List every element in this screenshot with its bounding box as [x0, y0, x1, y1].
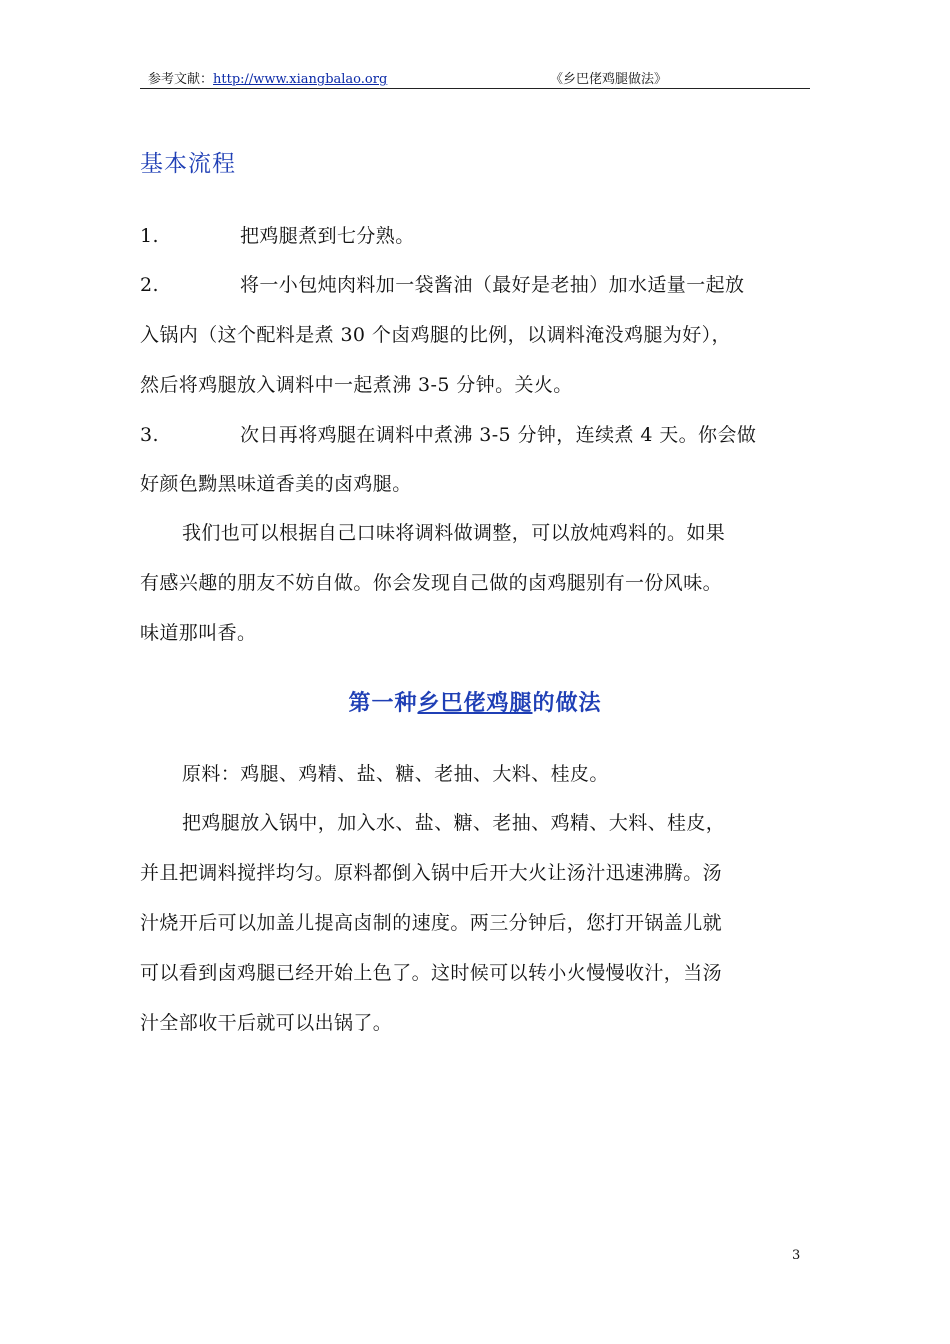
page-number: 3 [792, 1248, 801, 1263]
reference-label: 参考文献： [148, 72, 214, 87]
method-line-2: 并且把调料搅拌均匀。原料都倒入锅中后开大火让汤汁迅速沸腾。汤 [140, 862, 723, 884]
step-2-line-3: 然后将鸡腿放入调料中一起煮沸 3-5 分钟。关火。 [140, 374, 573, 396]
step-1 [140, 221, 820, 248]
step-number: 1. [140, 225, 159, 247]
step-text: 将一小包炖肉料加一袋酱油（最好是老抽）加水适量一起放 [240, 274, 745, 296]
step-3 [140, 420, 820, 447]
step-text: 把鸡腿煮到七分熟。 [240, 225, 415, 247]
paragraph-line-3: 味道那叫香。 [140, 622, 257, 644]
section-title-method-one [0, 686, 950, 717]
step-number: 2. [140, 274, 159, 296]
page-header [140, 66, 810, 89]
reference-link[interactable]: http://www.xiangbalao.org [213, 72, 388, 87]
title-suffix: 的做法 [532, 691, 602, 716]
step-number: 3. [140, 424, 159, 446]
section-title-basic-process: 基本流程 [140, 151, 236, 177]
step-text: 次日再将鸡腿在调料中煮沸 3-5 分钟，连续煮 4 天。你会做 [240, 424, 757, 446]
title-link[interactable]: 乡巴佬鸡腿 [417, 691, 533, 716]
method-line-4: 可以看到卤鸡腿已经开始上色了。这时候可以转小火慢慢收汁，当汤 [140, 962, 723, 984]
ingredients: 原料：鸡腿、鸡精、盐、糖、老抽、大料、桂皮。 [182, 763, 609, 785]
paragraph-line-2: 有感兴趣的朋友不妨自做。你会发现自己做的卤鸡腿别有一份风味。 [140, 572, 723, 594]
step-3-line-2: 好颜色黝黑味道香美的卤鸡腿。 [140, 473, 412, 495]
method-line-5: 汁全部收干后就可以出锅了。 [140, 1012, 393, 1034]
method-line-1: 把鸡腿放入锅中，加入水、盐、糖、老抽、鸡精、大料、桂皮， [182, 812, 726, 834]
document-title: 《乡巴佬鸡腿做法》 [550, 72, 668, 87]
title-prefix: 第一种 [348, 691, 418, 716]
reference [148, 68, 387, 87]
paragraph-line-1: 我们也可以根据自己口味将调料做调整，可以放炖鸡料的。如果 [182, 522, 726, 544]
step-2-line-2: 入锅内（这个配料是煮 30 个卤鸡腿的比例，以调料淹没鸡腿为好）， [140, 324, 731, 346]
method-line-3: 汁烧开后可以加盖儿提高卤制的速度。两三分钟后，您打开锅盖儿就 [140, 912, 723, 934]
step-2 [140, 270, 820, 297]
